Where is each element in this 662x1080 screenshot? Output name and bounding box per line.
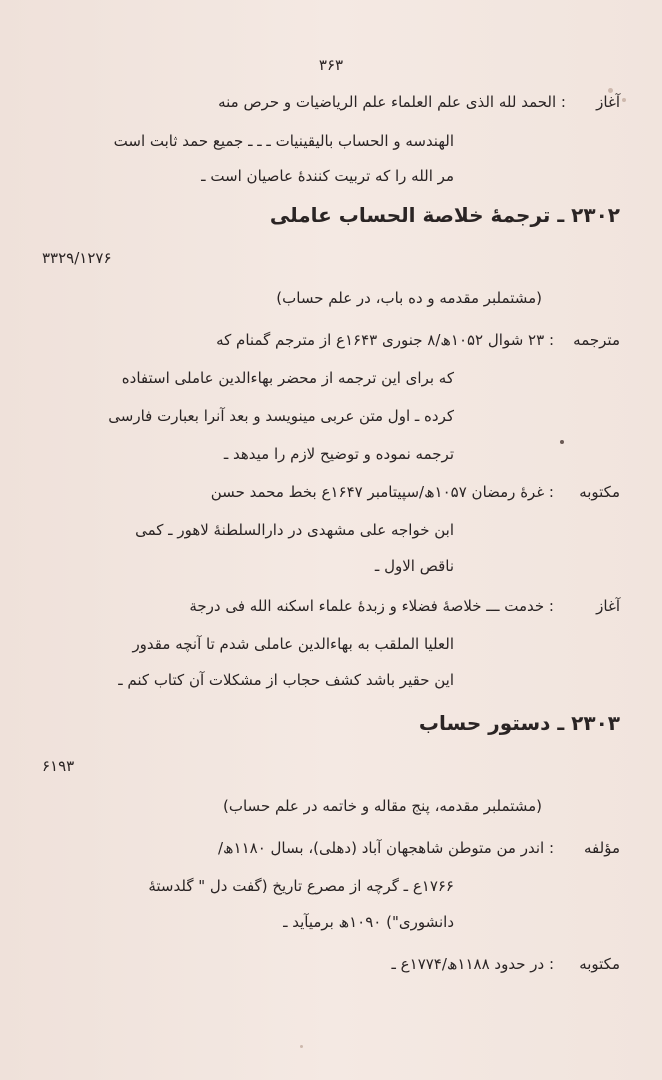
copy-label: مکتوبه — [579, 483, 620, 501]
entry-heading: ۲۳۰۳ ـ دستور حساب — [418, 711, 620, 735]
text-line: : الحمد لله الذی علم العلماء علم الریاضیات و حرص منه — [218, 93, 566, 111]
entry-note: (مشتملبر مقدمه و ده باب، در علم حساب) — [276, 289, 542, 307]
text-line: مر الله را که تربیت کنندهٔ عاصیان است ـ — [201, 167, 454, 185]
paper-speck — [622, 98, 626, 102]
text-line: العلیا الملقب به بهاءالدین عاملی شدم تا آنچه مقدور — [132, 635, 454, 653]
text-line: ۱۷۶۶ع ـ گرچه از مصرع تاریخ (گفت دل " گلدستهٔ — [148, 877, 454, 895]
text-line: که برای این ترجمه از محضر بهاءالدین عاملی استفاده — [121, 369, 454, 387]
text-line: ترجمه نموده و توضیح لازم را میدهد ـ — [223, 445, 454, 463]
text-line: : اندر من متوطن شاهجهان آباد (دهلی)، بسال ۱۱۸۰ھ/ — [218, 839, 554, 857]
text-line: : در حدود ۱۱۸۸ھ/۱۷۷۴ع ـ — [391, 955, 554, 973]
text-line: ابن خواجه علی مشهدی در دارالسلطنهٔ لاهور ـ کمی — [135, 521, 454, 539]
text-line: کرده ـ اول متن عربی مینویسد و بعد آنرا بعبارت فارسی — [108, 407, 454, 425]
author-label: مؤلفه — [584, 839, 620, 857]
text-line: دانشوری") ۱۰۹۰ھ برمیآید ـ — [283, 913, 454, 931]
text-line: ناقص الاول ـ — [374, 557, 454, 575]
copy-label: مکتوبه — [579, 955, 620, 973]
catalog-number: ۳۳۲۹/۱۲۷۶ — [42, 249, 112, 267]
paper-speck — [560, 440, 564, 444]
text-line: : غرهٔ رمضان ۱۰۵۷ھ/سپیتامبر ۱۶۴۷ع بخط محمد حسن — [210, 483, 554, 501]
translator-label: مترجمه — [573, 331, 620, 349]
entry-note: (مشتملبر مقدمه، پنج مقاله و خاتمه در علم حساب) — [223, 797, 542, 815]
text-line: : ۲۳ شوال ۱۰۵۲ھ/۸ جنوری ۱۶۴۳ع از مترجم گمنام که — [216, 331, 554, 349]
catalog-number: ۶۱۹۳ — [42, 757, 75, 775]
text-line: الهندسه و الحساب بالیقینیات ـ ـ ـ جمیع حمد ثابت است — [113, 132, 454, 150]
page-number: ۳۶۳ — [318, 56, 344, 74]
text-line: : خدمت ـــ خلاصهٔ فضلاء و زبدهٔ علماء اسکنه الله فی درجة — [189, 597, 554, 615]
paper-speck — [300, 1045, 303, 1048]
entry-heading: ۲۳۰۲ ـ ترجمهٔ خلاصة الحساب عاملی — [269, 203, 620, 227]
incipit-label: آغاز — [596, 597, 620, 615]
incipit-label: آغاز — [596, 93, 620, 111]
text-line: این حقیر باشد کشف حجاب از مشکلات آن کتاب کنم ـ — [118, 671, 454, 689]
